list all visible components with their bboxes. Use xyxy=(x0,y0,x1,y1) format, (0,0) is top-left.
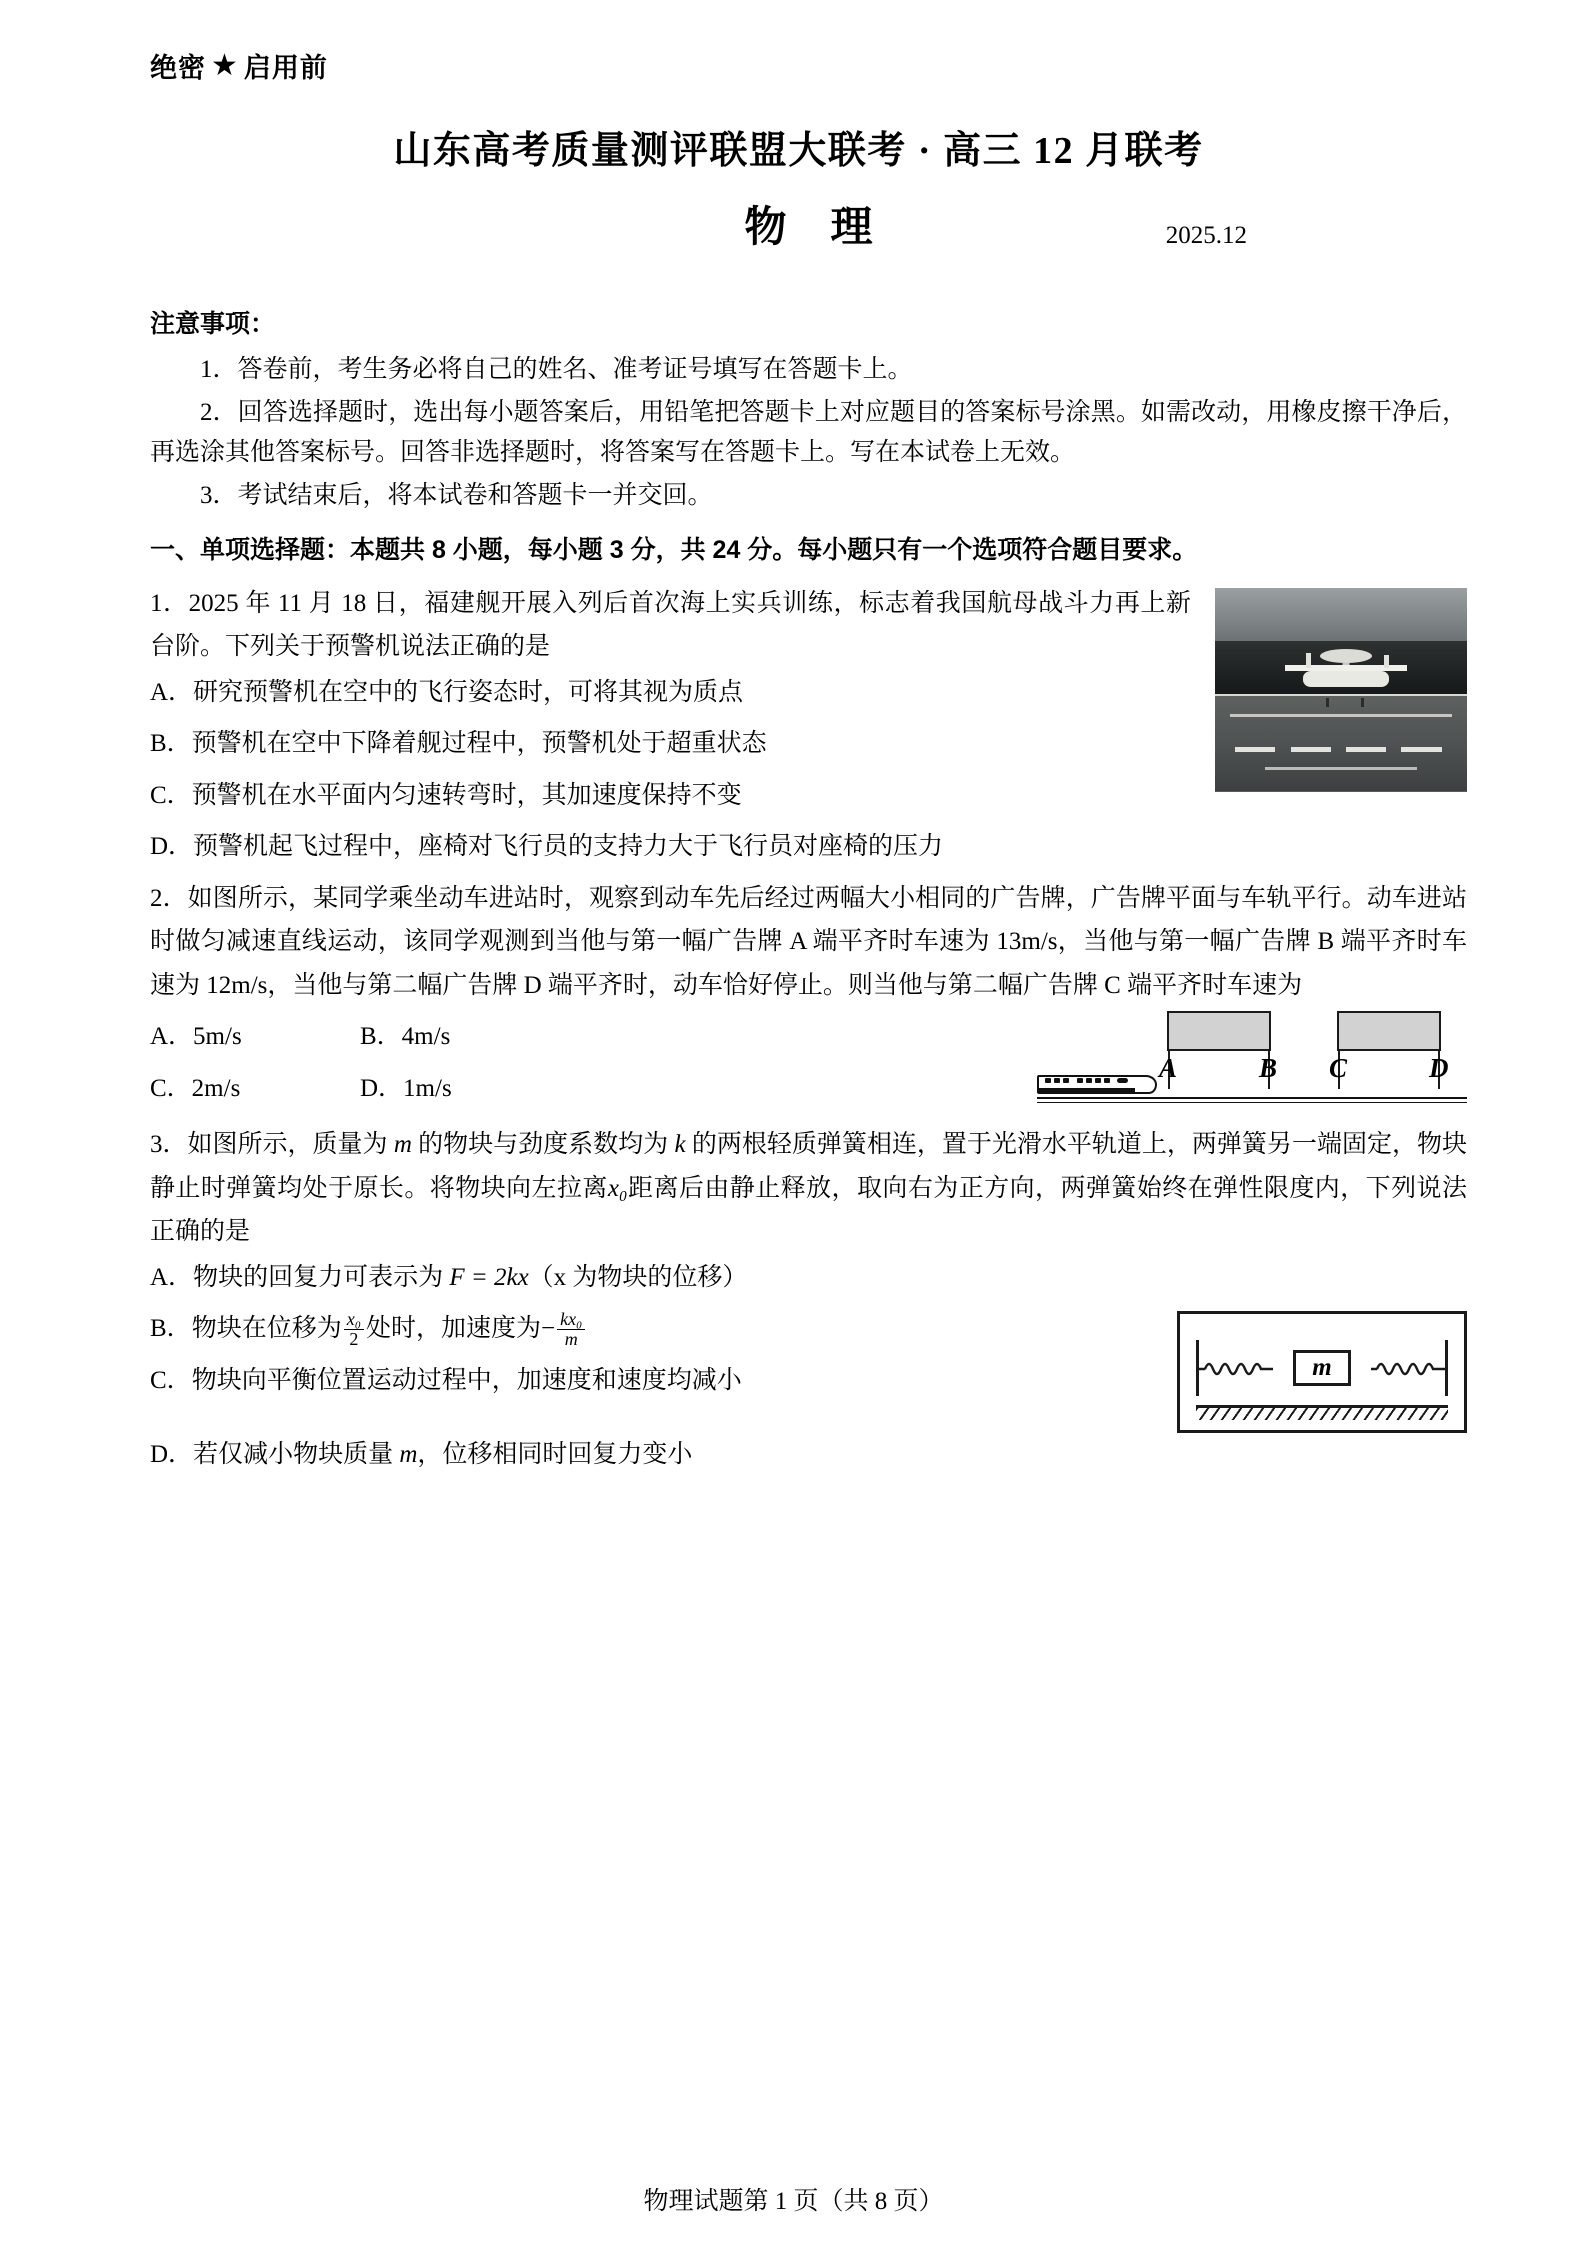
subject-row xyxy=(150,194,1467,252)
q3-b-sign: − xyxy=(540,1315,556,1342)
train-icon xyxy=(1037,1071,1155,1097)
q3-c-text: 物块向平衡位置运动过程中，加速度和速度均减小 xyxy=(191,1366,742,1394)
question-3-stem xyxy=(150,1123,1467,1254)
spring-block-mass: m xyxy=(1293,1350,1351,1386)
question-3 xyxy=(150,1123,1467,1477)
q3-d-label: D． xyxy=(150,1441,194,1468)
q3-b-before: 物块在位移为 xyxy=(191,1315,342,1342)
q3-part-1: 3．如图所示，质量为 xyxy=(150,1131,394,1158)
question-3-option-b[interactable] xyxy=(150,1307,1157,1351)
train-billboard-diagram xyxy=(1037,1009,1467,1119)
question-2-options-row-2 xyxy=(150,1067,580,1119)
question-1-option-d[interactable]: D．预警机起飞过程中，座椅对飞行员的支持力大于飞行员对座椅的压力 xyxy=(150,833,944,860)
q3-a-formula: F = 2kx xyxy=(449,1263,529,1291)
figure-label-c: C xyxy=(1329,1053,1348,1083)
figure-label-a: A xyxy=(1159,1053,1178,1083)
left-spring-coil xyxy=(1199,1358,1273,1380)
question-3-option-a[interactable] xyxy=(150,1256,1467,1300)
billboard-cd xyxy=(1337,1011,1441,1051)
question-2-option-d[interactable]: D．1m/s xyxy=(360,1074,452,1102)
q3-part-4: 距离后由静止释放，取向右为正方向，两弹簧始终在弹性限度内，下列说法正确的是 xyxy=(150,1174,1467,1245)
q3-a-after: （x 为物块的位移） xyxy=(528,1263,748,1291)
rail-line-upper xyxy=(1037,1097,1467,1099)
question-1-stem: 1．2025 年 11 月 18 日，福建舰开展入列后首次海上实兵训练，标志着我国航母战斗力再上新台阶。下列关于预警机说法正确的是 xyxy=(150,589,1191,660)
billboard-ab xyxy=(1167,1011,1271,1051)
notice-item-3: 3．考试结束后，将本试卷和答题卡一并交回。 xyxy=(200,481,713,509)
q3-b-fraction-2 xyxy=(557,1310,585,1350)
q3-b-frac2-num: kx₀ xyxy=(557,1310,585,1330)
q3-b-frac2-den: m xyxy=(564,1329,578,1350)
q3-part-3: 的两根轻质弹簧相连，置于光滑水平轨道上，两弹簧另一端固定，物块静止时弹簧均处于原长。将物块向左拉离 xyxy=(150,1131,1467,1202)
question-1-option-b[interactable]: B．预警机在空中下降着舰过程中，预警机处于超重状态 xyxy=(150,730,767,757)
question-2 xyxy=(150,877,1467,1120)
subject-name: 物理 xyxy=(744,205,917,251)
exam-title: 山东高考质量测评联盟大联考 · 高三 12 月联考 xyxy=(393,130,1204,172)
secret-notice xyxy=(150,46,1467,85)
notice-item-2: 2．回答选择题时，选出每小题答案后，用铅笔把答题卡上对应题目的答案标号涂黑。如需改动，用橡皮擦干净后，再选涂其他答案标号。回答非选择题时，将答案写在答题卡上。写在本试卷上无效。 xyxy=(150,398,1467,466)
right-spring-coil xyxy=(1371,1358,1445,1380)
spring-floor-hatching xyxy=(1196,1408,1448,1420)
q3-b-label: B． xyxy=(150,1315,192,1342)
q3-c-label: C． xyxy=(150,1366,192,1394)
notices-heading: 注意事项： xyxy=(150,310,276,338)
star-icon: ★ xyxy=(211,48,239,82)
question-2-option-b[interactable]: B．4m/s xyxy=(360,1023,451,1050)
rail-line-lower xyxy=(1037,1102,1467,1103)
page-footer: 物理试题第 1 页（共 8 页） xyxy=(643,2188,944,2215)
question-1-option-c[interactable]: C．预警机在水平面内匀速转弯时，其加速度保持不变 xyxy=(150,781,742,809)
question-1 xyxy=(150,582,1467,869)
secret-prefix-text: 绝密 xyxy=(150,53,206,83)
spring-right-wall xyxy=(1445,1340,1448,1396)
q3-symbol-k: k xyxy=(674,1131,686,1158)
aircraft-carrier-photo xyxy=(1215,588,1467,792)
question-1-figure xyxy=(1215,588,1467,792)
question-3-option-d[interactable] xyxy=(150,1433,1467,1477)
q3-a-before: 物块的回复力可表示为 xyxy=(193,1263,450,1291)
secret-suffix-text: 启用前 xyxy=(243,53,328,83)
question-2-options-row-1 xyxy=(150,1015,580,1067)
q3-d-before: 若仅减小物块质量 xyxy=(193,1441,400,1468)
section-heading-single-choice: 一、单项选择题：本题共 8 小题，每小题 3 分，共 24 分。每小题只有一个选项符合题目要求。 xyxy=(150,536,1198,564)
q3-d-symbol-m: m xyxy=(399,1441,418,1468)
question-2-option-c[interactable]: C．2m/s xyxy=(150,1074,241,1102)
figure-label-b: B xyxy=(1259,1053,1278,1083)
spring-block-diagram xyxy=(1177,1311,1467,1433)
q3-symbol-m: m xyxy=(393,1131,412,1158)
question-2-option-a[interactable]: A．5m/s xyxy=(150,1023,242,1050)
question-3-option-c[interactable] xyxy=(150,1359,1157,1403)
exam-date: 2025.12 xyxy=(1165,222,1247,249)
q3-d-after: ，位移相同时回复力变小 xyxy=(417,1441,693,1468)
q3-b-frac1-den: 2 xyxy=(349,1329,359,1350)
question-1-option-a[interactable]: A．研究预警机在空中的飞行姿态时，可将其视为质点 xyxy=(150,678,744,706)
q3-b-fraction-1 xyxy=(344,1310,364,1350)
question-2-stem: 2．如图所示，某同学乘坐动车进站时，观察到动车先后经过两幅大小相同的广告牌，广告牌平面与车轨平行。动车进站时做匀减速直线运动，该同学观测到当他与第一幅广告牌 A 端平齐时车速为 13m/s，当他与第一幅广告牌 B 端平齐时车速为 12m/s，当他与第二幅广告牌 D 端平齐时，动车恰好停止。则当他与第二幅广告牌 C 端平齐时车速为 xyxy=(150,884,1467,999)
q3-b-frac1-num: x₀ xyxy=(344,1310,364,1330)
q3-b-mid: 处时，加速度为 xyxy=(365,1315,541,1342)
figure-label-d: D xyxy=(1429,1053,1449,1083)
q3-symbol-x0: x₀ xyxy=(607,1174,628,1202)
notice-item-1: 1．答卷前，考生务必将自己的姓名、准考证号填写在答题卡上。 xyxy=(200,356,913,383)
q3-part-2: 的物块与劲度系数均为 xyxy=(411,1131,675,1158)
q3-a-label: A． xyxy=(150,1263,194,1291)
